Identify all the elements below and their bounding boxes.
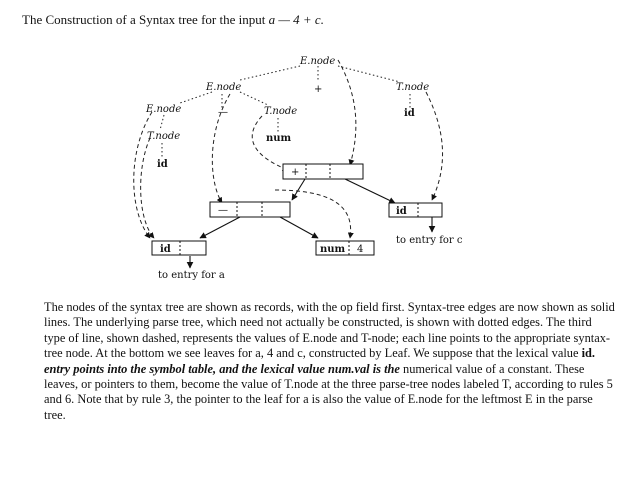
syntax-edge-plus-minus <box>292 179 305 200</box>
token-minus: — <box>218 107 228 118</box>
token-num: num <box>266 133 292 144</box>
record-id-a-op: id <box>160 244 171 255</box>
token-id-a: id <box>157 159 168 170</box>
parse-edge <box>240 92 268 105</box>
parse-node-t-left: T.node <box>147 131 181 142</box>
parse-node-t-mid: T.node <box>264 106 298 117</box>
record-id-c-op: id <box>396 206 407 217</box>
parse-node-e-left: E.node <box>146 104 182 115</box>
para-bold-id: id. <box>581 346 596 361</box>
para-part1: The nodes of the syntax tree are shown as records, with the op field first. Syntax-tree edges are now shown as solid lines. The underlying parse tree, which need not actually be constructed, is shown with dotted edges. The third type of line, shown dashed, represents the values of E.node and T-node; each line points to the appropriate syntax-tree node. At the bottom we see leaves for a, 4 and c, constructed by Leaf. We suppose that the lexical value <box>44 300 615 361</box>
entry-label-a: to entry for a <box>158 270 225 281</box>
syntax-edge-minus-num <box>280 217 318 238</box>
token-id-c: id <box>404 108 415 119</box>
parse-edge <box>240 66 300 80</box>
syntax-edge-minus-id <box>200 217 240 238</box>
parse-node-t-right: T.node <box>396 82 430 93</box>
record-minus-op: — <box>218 205 228 216</box>
record-num-val: 4 <box>357 244 364 255</box>
parse-node-e-mid: E.node <box>206 82 242 93</box>
parse-node-e-top: E.node <box>300 56 336 67</box>
parse-edge <box>180 92 212 103</box>
para-bold-italic: entry points into the symbol table, and the lexical value num.val is the <box>44 361 400 376</box>
pointer-e-top <box>338 60 356 165</box>
token-plus: + <box>314 84 323 95</box>
para-part2: numerical value of a constant. These leaves, or pointers to them, become the value of T.node at the three parse-tree nodes labeled T, according to rules 5 and 6. Note that by rule 3, the pointer to the leaf for a is also the value of E.node for the leftmost E in the parse tree. <box>44 361 613 422</box>
description-paragraph <box>44 300 616 423</box>
record-num-op: num <box>320 244 346 255</box>
record-plus-op: + <box>291 167 300 178</box>
title-expression: a — 4 + c. <box>268 12 324 27</box>
syntax-tree-edges <box>190 179 432 268</box>
entry-label-c: to entry for c <box>396 235 463 246</box>
title-prefix: The Construction of a Syntax tree for the input <box>22 12 269 27</box>
pointer-t-left <box>141 138 154 238</box>
parse-edge <box>160 115 164 130</box>
syntax-edge-plus-id <box>345 179 395 203</box>
pointer-t-right <box>426 92 443 200</box>
